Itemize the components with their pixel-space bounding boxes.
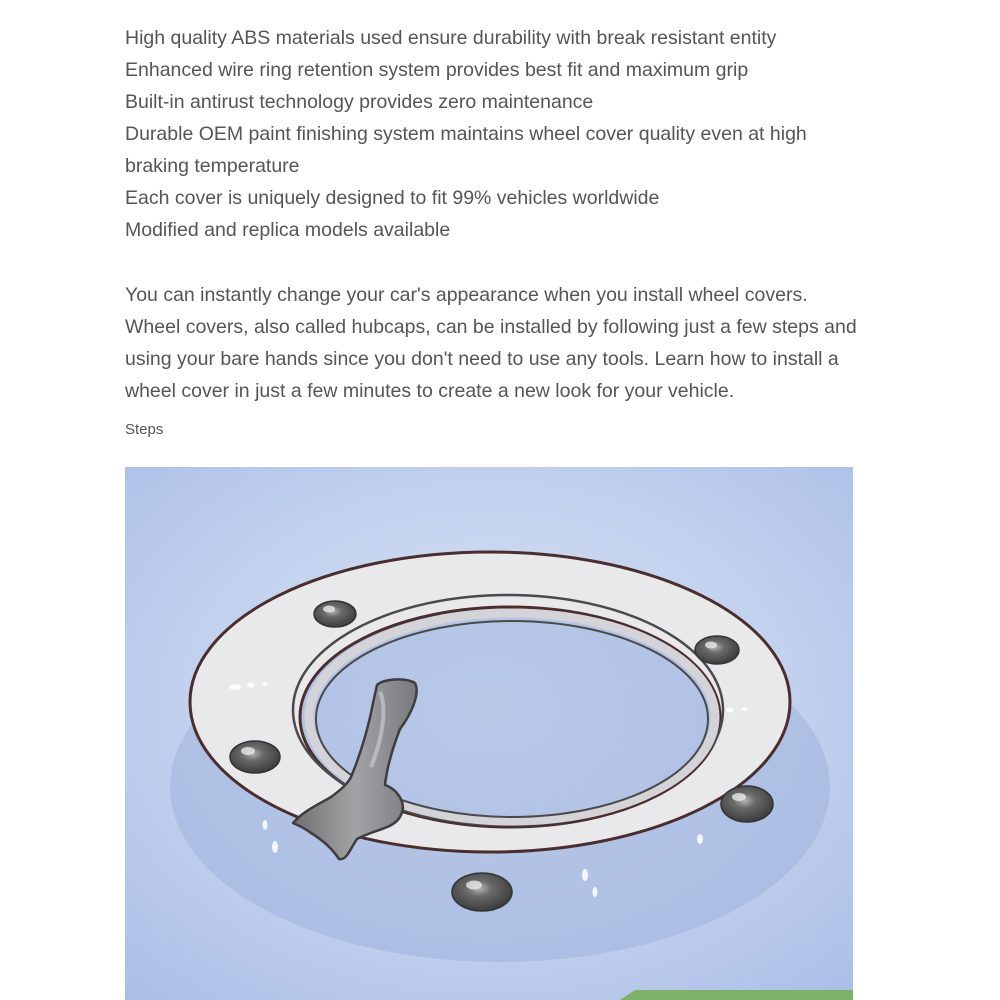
feature-list [125, 22, 865, 246]
bolt-icon [721, 786, 773, 822]
feature-item: Durable OEM paint finishing system maintains wheel cover quality even at high braking temperature [125, 123, 807, 177]
bolt-icon [695, 636, 739, 664]
steps-heading: Steps [125, 421, 164, 438]
bolt-icon [314, 601, 356, 627]
article-content [125, 22, 865, 441]
bolt-icon [230, 741, 280, 773]
wheel-ring-illustration [125, 467, 853, 1000]
feature-item: Each cover is uniquely designed to fit 99% vehicles worldwide [125, 187, 660, 209]
intro-paragraph: You can instantly change your car's appearance when you install wheel covers. Wheel covers, also called hubcaps, can be installed by following just a few steps and using your bare hands since you don't need to use any tools. Learn how to install a wheel cover in just a few minutes to create a new look for your vehicle. [125, 284, 857, 402]
feature-item: High quality ABS materials used ensure durability with break resistant entity [125, 27, 777, 49]
bolt-icon [452, 873, 512, 911]
feature-item: Enhanced wire ring retention system provides best fit and maximum grip [125, 59, 749, 81]
feature-item: Built-in antirust technology provides zero maintenance [125, 91, 594, 113]
watermark-badge [620, 990, 853, 1000]
illustration-svg [125, 467, 853, 1000]
feature-item: Modified and replica models available [125, 219, 451, 241]
